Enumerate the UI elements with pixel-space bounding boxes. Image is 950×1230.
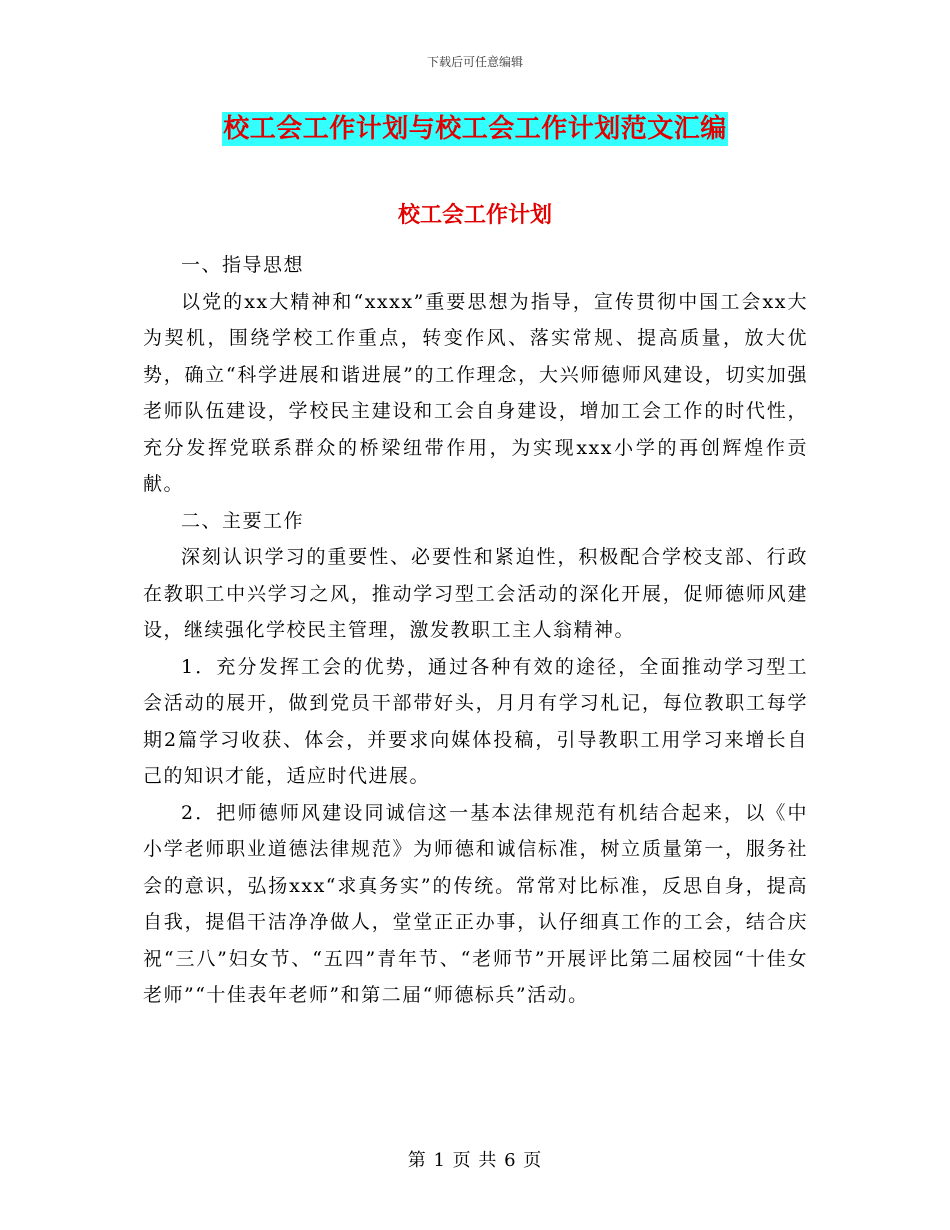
paragraph-guiding-ideology: 以党的xx大精神和“xxxx”重要思想为指导，宣传贯彻中国工会xx大为契机，围绕学校工作重点，转变作风、落实常规、提高质量，放大优势，确立“科学进展和谐进展”的工作理念，大兴师德师风建设，切实加强老师队伍建设，学校民主建设和工会自身建设，增加工会工作的时代性，充分发挥党联系群众的桥梁纽带作用，为实现xxx小学的再创辉煌作贡献。 [143, 290, 808, 495]
section-title: 校工会工作计划 [397, 202, 552, 228]
heading-main-work: 二、主要工作 [181, 509, 305, 532]
heading-guiding-ideology: 一、指导思想 [181, 254, 305, 276]
main-title: 校工会工作计划与校工会工作计划范文汇编 [223, 114, 727, 144]
paragraph-main-work-intro: 深刻认识学习的重要性、必要性和紧迫性，积极配合学校支部、行政在教职工中兴学习之风，推动学习型工会活动的深化开展，促师德师风建设，继续强化学校民主管理，激发教职工主人翁精神。 [143, 546, 808, 641]
header-note: 下载后可任意编辑 [426, 55, 523, 69]
paragraph-item-1: 1．充分发挥工会的优势，通过各种有效的途径，全面推动学习型工会活动的展开，做到党员干部带好头，月月有学习札记，每位教职工每学期2篇学习收获、体会，并要求向媒体投稿，引导教职工用学习来增长自己的知识才能，适应时代进展。 [143, 655, 808, 787]
paragraph-item-2: 2．把师德师风建设同诚信这一基本法律规范有机结合起来，以《中小学老师职业道德法律规范》为师德和诚信标准，树立质量第一，服务社会的意识，弘扬xxx“求真务实”的传统。常常对比标准，反思自身，提高自我，提倡干洁净净做人，堂堂正正办事，认仔细真工作的工会，结合庆祝“三八”妇女节、“五四”青年节、“老师节”开展评比第二届校园“十佳女老师”“十佳表年老师”和第二届“师德标兵”活动。 [143, 801, 808, 1006]
page-footer: 第 1 页 共 6 页 [407, 1150, 543, 1171]
main-title-container [0, 112, 950, 146]
document-body [143, 247, 808, 1014]
